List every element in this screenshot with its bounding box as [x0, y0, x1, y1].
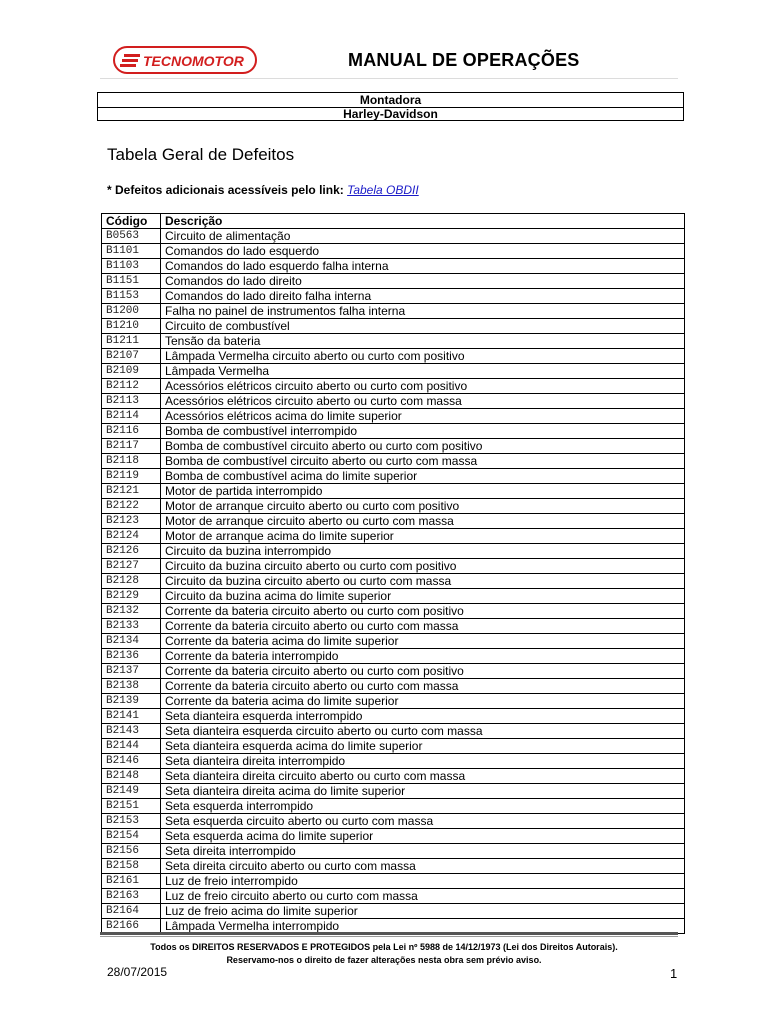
defect-code: B2149	[102, 784, 161, 799]
defect-code: B2123	[102, 514, 161, 529]
defect-description: Acessórios elétricos circuito aberto ou curto com massa	[161, 394, 685, 409]
defect-description: Bomba de combustível acima do limite superior	[161, 469, 685, 484]
defect-description: Seta direita interrompido	[161, 844, 685, 859]
table-header-row	[102, 214, 685, 229]
footer-divider	[100, 932, 678, 935]
defect-description: Seta esquerda interrompido	[161, 799, 685, 814]
table-row	[102, 319, 685, 334]
defect-description: Luz de freio acima do limite superior	[161, 904, 685, 919]
defect-code: B2112	[102, 379, 161, 394]
table-row	[102, 829, 685, 844]
manufacturer-label: Montadora	[98, 93, 683, 108]
table-row	[102, 889, 685, 904]
defect-description: Seta dianteira direita interrompido	[161, 754, 685, 769]
table-row	[102, 559, 685, 574]
table-row	[102, 529, 685, 544]
defect-description: Corrente da bateria circuito aberto ou curto com massa	[161, 679, 685, 694]
defect-description: Comandos do lado esquerdo	[161, 244, 685, 259]
defect-description: Circuito de combustível	[161, 319, 685, 334]
defect-description: Corrente da bateria circuito aberto ou curto com positivo	[161, 664, 685, 679]
defect-code: B2128	[102, 574, 161, 589]
defect-description: Bomba de combustível circuito aberto ou curto com positivo	[161, 439, 685, 454]
defect-code: B1151	[102, 274, 161, 289]
defect-code: B2116	[102, 424, 161, 439]
table-row	[102, 424, 685, 439]
note-text: * Defeitos adicionais acessíveis pelo link:	[107, 183, 348, 197]
defect-description: Bomba de combustível circuito aberto ou curto com massa	[161, 454, 685, 469]
table-row	[102, 604, 685, 619]
defect-description: Bomba de combustível interrompido	[161, 424, 685, 439]
defect-description: Corrente da bateria acima do limite superior	[161, 694, 685, 709]
table-row	[102, 244, 685, 259]
defect-description: Seta dianteira direita acima do limite superior	[161, 784, 685, 799]
page-header	[0, 0, 768, 90]
footer-date: 28/07/2015	[107, 965, 168, 979]
defect-description: Corrente da bateria circuito aberto ou curto com massa	[161, 619, 685, 634]
changes-notice: Reservamo-nos o direito de fazer alterações nesta obra sem prévio aviso.	[226, 955, 542, 965]
defect-code: B1211	[102, 334, 161, 349]
table-row	[102, 349, 685, 364]
defect-code: B2153	[102, 814, 161, 829]
defect-description: Circuito da buzina circuito aberto ou curto com positivo	[161, 559, 685, 574]
defect-description: Falha no painel de instrumentos falha interna	[161, 304, 685, 319]
table-row	[102, 724, 685, 739]
defect-description: Lâmpada Vermelha	[161, 364, 685, 379]
defect-code: B2161	[102, 874, 161, 889]
defect-code: B2141	[102, 709, 161, 724]
defect-code: B2129	[102, 589, 161, 604]
defect-code: B2166	[102, 919, 161, 934]
defect-code: B2109	[102, 364, 161, 379]
table-row	[102, 844, 685, 859]
defect-code: B2132	[102, 604, 161, 619]
table-row	[102, 274, 685, 289]
manual-title: MANUAL DE OPERAÇÕES	[348, 50, 580, 70]
defect-description: Motor de arranque circuito aberto ou curto com massa	[161, 514, 685, 529]
defect-code: B2114	[102, 409, 161, 424]
defect-description: Seta esquerda circuito aberto ou curto com massa	[161, 814, 685, 829]
defect-description: Circuito da buzina circuito aberto ou curto com massa	[161, 574, 685, 589]
table-row	[102, 229, 685, 244]
table-row	[102, 484, 685, 499]
table-row	[102, 799, 685, 814]
table-row	[102, 379, 685, 394]
defect-description: Motor de arranque circuito aberto ou curto com positivo	[161, 499, 685, 514]
table-row	[102, 664, 685, 679]
table-row	[102, 289, 685, 304]
defect-code: B2139	[102, 694, 161, 709]
table-row	[102, 634, 685, 649]
table-row	[102, 589, 685, 604]
table-row	[102, 874, 685, 889]
defect-code: B2118	[102, 454, 161, 469]
table-row	[102, 814, 685, 829]
defect-description: Seta esquerda acima do limite superior	[161, 829, 685, 844]
defect-code: B2163	[102, 889, 161, 904]
defect-description: Circuito da buzina acima do limite superior	[161, 589, 685, 604]
column-header-code: Código	[102, 214, 161, 229]
table-row	[102, 739, 685, 754]
table-row	[102, 754, 685, 769]
header-divider	[100, 78, 678, 79]
defect-code: B2124	[102, 529, 161, 544]
table-row	[102, 619, 685, 634]
defect-description: Seta dianteira esquerda acima do limite superior	[161, 739, 685, 754]
defect-code: B2158	[102, 859, 161, 874]
defect-description: Comandos do lado esquerdo falha interna	[161, 259, 685, 274]
table-row	[102, 574, 685, 589]
table-row	[102, 304, 685, 319]
defect-code: B2134	[102, 634, 161, 649]
additional-defects-note	[107, 183, 419, 197]
defect-description: Corrente da bateria acima do limite superior	[161, 634, 685, 649]
table-row	[102, 904, 685, 919]
table-row	[102, 454, 685, 469]
defect-code: B2107	[102, 349, 161, 364]
defect-code: B0563	[102, 229, 161, 244]
defect-description: Comandos do lado direito	[161, 274, 685, 289]
defect-code: B2151	[102, 799, 161, 814]
table-row	[102, 769, 685, 784]
defect-description: Seta dianteira esquerda circuito aberto ou curto com massa	[161, 724, 685, 739]
defect-code: B2144	[102, 739, 161, 754]
table-row	[102, 859, 685, 874]
table-row	[102, 259, 685, 274]
manufacturer-box	[97, 92, 684, 121]
defect-code: B2143	[102, 724, 161, 739]
table-row	[102, 334, 685, 349]
page-title: Tabela Geral de Defeitos	[107, 145, 295, 164]
defects-table	[101, 213, 685, 934]
table-row	[102, 364, 685, 379]
defect-description: Corrente da bateria circuito aberto ou curto com positivo	[161, 604, 685, 619]
defect-description: Acessórios elétricos circuito aberto ou curto com positivo	[161, 379, 685, 394]
defect-description: Motor de arranque acima do limite superior	[161, 529, 685, 544]
footer-divider-thin	[100, 936, 678, 937]
defect-description: Comandos do lado direito falha interna	[161, 289, 685, 304]
defect-code: B2164	[102, 904, 161, 919]
defect-code: B2154	[102, 829, 161, 844]
defect-description: Lâmpada Vermelha circuito aberto ou curto com positivo	[161, 349, 685, 364]
defect-description: Acessórios elétricos acima do limite superior	[161, 409, 685, 424]
obdii-table-link[interactable]: Tabela OBDII	[347, 183, 419, 197]
table-row	[102, 649, 685, 664]
defect-code: B2126	[102, 544, 161, 559]
defect-description: Seta direita circuito aberto ou curto com massa	[161, 859, 685, 874]
defect-description: Circuito da buzina interrompido	[161, 544, 685, 559]
defect-description: Circuito de alimentação	[161, 229, 685, 244]
defect-code: B2127	[102, 559, 161, 574]
defect-code: B1200	[102, 304, 161, 319]
defect-code: B2137	[102, 664, 161, 679]
copyright-notice: Todos os DIREITOS RESERVADOS E PROTEGIDOS pela Lei nº 5988 de 14/12/1973 (Lei dos Direitos Autorais).	[150, 942, 618, 952]
table-body	[102, 229, 685, 934]
table-row	[102, 409, 685, 424]
defect-description: Motor de partida interrompido	[161, 484, 685, 499]
logo-text: TECNOMOTOR	[143, 53, 244, 69]
table-row	[102, 394, 685, 409]
defect-description: Seta dianteira direita circuito aberto ou curto com massa	[161, 769, 685, 784]
defect-description: Luz de freio interrompido	[161, 874, 685, 889]
defect-code: B1153	[102, 289, 161, 304]
column-header-description: Descrição	[161, 214, 685, 229]
defect-code: B2136	[102, 649, 161, 664]
table-row	[102, 709, 685, 724]
defect-description: Luz de freio circuito aberto ou curto com massa	[161, 889, 685, 904]
defect-description: Lâmpada Vermelha interrompido	[161, 919, 685, 934]
table-row	[102, 694, 685, 709]
defect-code: B2117	[102, 439, 161, 454]
defect-code: B2156	[102, 844, 161, 859]
table-row	[102, 469, 685, 484]
table-row	[102, 679, 685, 694]
defect-code: B1210	[102, 319, 161, 334]
table-row	[102, 499, 685, 514]
defect-description: Corrente da bateria interrompido	[161, 649, 685, 664]
defect-code: B2119	[102, 469, 161, 484]
page-number: 1	[670, 966, 678, 981]
defect-code: B2121	[102, 484, 161, 499]
defect-code: B2133	[102, 619, 161, 634]
defect-description: Seta dianteira esquerda interrompido	[161, 709, 685, 724]
defect-description: Tensão da bateria	[161, 334, 685, 349]
table-row	[102, 544, 685, 559]
defect-code: B1101	[102, 244, 161, 259]
defect-code: B1103	[102, 259, 161, 274]
defect-code: B2138	[102, 679, 161, 694]
table-row	[102, 514, 685, 529]
defect-code: B2113	[102, 394, 161, 409]
defect-code: B2148	[102, 769, 161, 784]
table-row	[102, 439, 685, 454]
defect-code: B2146	[102, 754, 161, 769]
defect-code: B2122	[102, 499, 161, 514]
table-row	[102, 784, 685, 799]
tecnomotor-logo	[110, 45, 260, 75]
manufacturer-value: Harley-Davidson	[343, 107, 438, 121]
